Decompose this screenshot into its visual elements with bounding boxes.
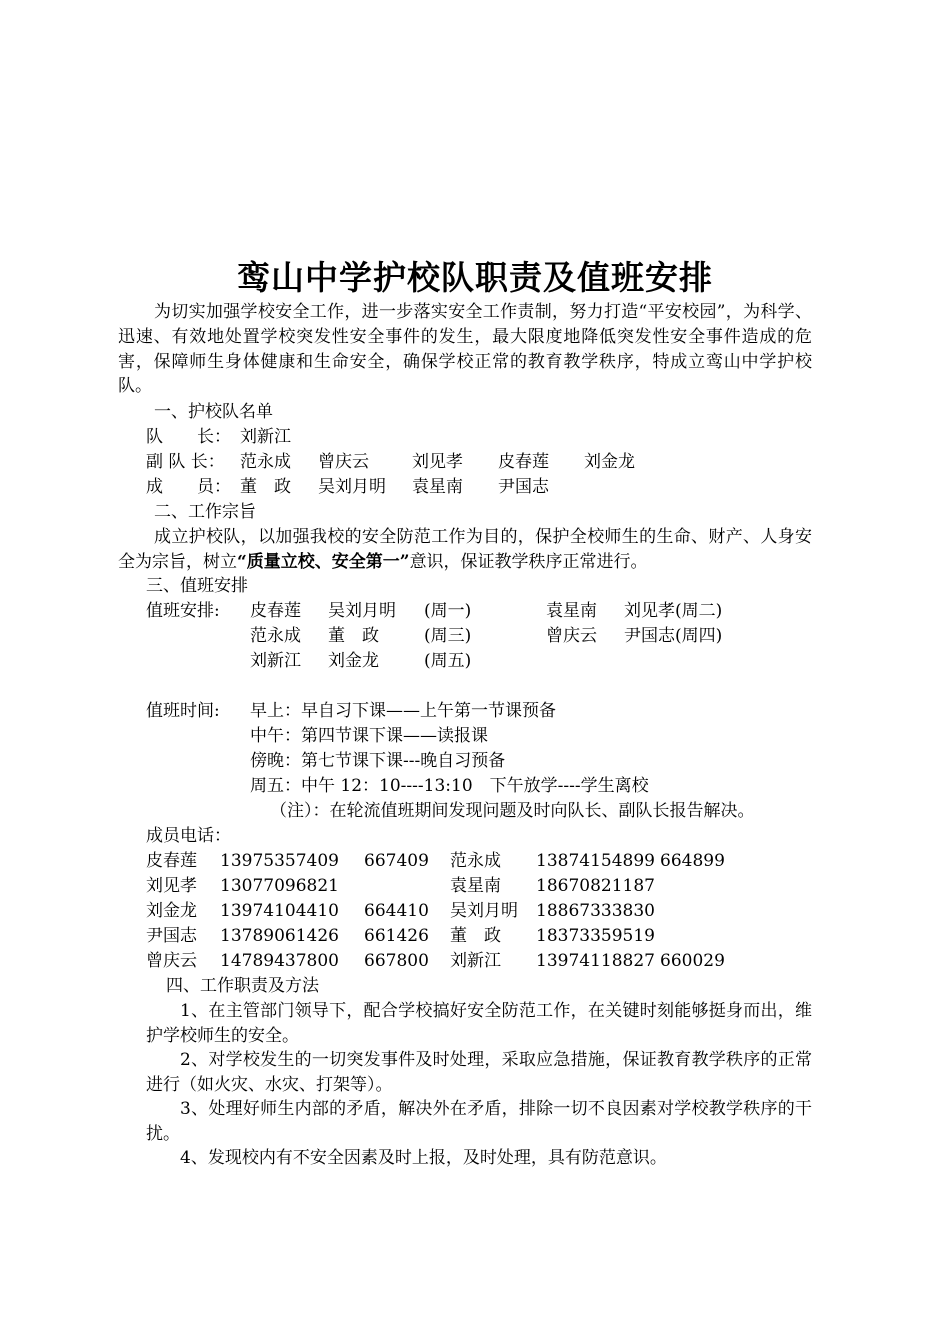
duty-day: (周一): [424, 601, 472, 621]
vice-captain-name: 范永成: [240, 452, 291, 472]
phone-number: 13077096821: [220, 876, 339, 896]
section2-text-end: 意识，保证教学秩序正常进行。: [409, 551, 648, 572]
section3-heading: 三、值班安排: [146, 576, 248, 596]
duty-name: 刘新江: [250, 651, 301, 671]
member-name: 尹国志: [498, 477, 549, 497]
phone-name: 皮春莲: [146, 851, 197, 871]
vice-captain-name: 皮春莲: [498, 452, 549, 472]
time-label: 值班时间:: [146, 701, 220, 721]
phone-short: 664899: [660, 851, 725, 871]
duty-item-text: 2、对学校发生的一切突发事件及时处理，采取应急措施，保证教育教学秩序的正常进行（如火灾、水灾、打架等）。: [146, 1050, 812, 1095]
duty-item-text: 1、在主管部门领导下，配合学校搞好安全防范工作，在关键时刻能够挺身而出，维护学校师生的安全。: [146, 1001, 812, 1046]
time-item: 傍晚：第七节课下课---晚自习预备: [250, 751, 506, 771]
phone-number: 13874154899: [536, 851, 655, 871]
vice-captain-name: 曾庆云: [318, 452, 369, 472]
section2-paragraph: [118, 525, 812, 575]
duty-name: 袁星南: [546, 601, 597, 621]
captain-name: 刘新江: [240, 427, 291, 447]
duty-item: [146, 1048, 812, 1098]
phone-name: 董 政: [450, 926, 501, 946]
phone-name: 刘金龙: [146, 901, 197, 921]
phone-short: 667800: [364, 951, 429, 971]
phone-number: 18670821187: [536, 876, 655, 896]
phone-number: 13974104410: [220, 901, 339, 921]
phone-name: 范永成: [450, 851, 501, 871]
phone-short: 660029: [660, 951, 725, 971]
phone-short: 664410: [364, 901, 429, 921]
duty-day: (周三): [424, 626, 472, 646]
page-title: 鸾山中学护校队职责及值班安排: [237, 258, 713, 297]
phone-number: 18373359519: [536, 926, 655, 946]
duty-name-day: 尹国志(周四): [624, 626, 723, 646]
duty-name: 皮春莲: [250, 601, 301, 621]
member-name: 董 政: [240, 477, 291, 497]
duty-item-text: 3、处理好师生内部的矛盾，解决外在矛盾，排除一切不良因素对学校教学秩序的干扰。: [146, 1099, 812, 1144]
duty-name: 范永成: [250, 626, 301, 646]
phone-name: 袁星南: [450, 876, 501, 896]
duty-label: 值班安排:: [146, 601, 220, 621]
member-label: 成 员：: [146, 477, 231, 497]
duty-day: (周五): [424, 651, 472, 671]
vice-captain-name: 刘见孝: [412, 452, 463, 472]
phone-number: 13789061426: [220, 926, 339, 946]
vice-captain-name: 刘金龙: [584, 452, 635, 472]
phone-name: 尹国志: [146, 926, 197, 946]
time-item: 周五：中午 12：10----13:10 下午放学----学生离校: [250, 776, 649, 796]
section4-heading: 四、工作职责及方法: [166, 976, 319, 996]
duty-item: [146, 999, 812, 1049]
section2-text: 成立护校队，以加强我校的安全防范工作为目的，保护全校师生的生命、财产、人身安全为宗旨，树立: [118, 527, 812, 572]
duty-item: [146, 1146, 812, 1171]
duty-note: （注）：在轮流值班期间发现问题及时向队长、副队长报告解决。: [270, 801, 755, 821]
duty-name: 吴刘月明: [328, 601, 396, 621]
duty-name: 刘金龙: [328, 651, 379, 671]
section2-slogan: “质量立校、安全第一”: [237, 551, 410, 572]
phone-label: 成员电话：: [146, 826, 231, 846]
phone-name: 刘新江: [450, 951, 501, 971]
duty-item: [146, 1097, 812, 1147]
duty-item-text: 4、发现校内有不安全因素及时上报，及时处理，具有防范意识。: [180, 1148, 667, 1168]
section1-heading: 一、护校队名单: [154, 402, 273, 422]
captain-label: 队 长：: [146, 427, 231, 447]
duty-name: 曾庆云: [546, 626, 597, 646]
phone-name: 刘见孝: [146, 876, 197, 896]
phone-short: 661426: [364, 926, 429, 946]
phone-number: 13974118827: [536, 951, 655, 971]
intro-paragraph: [118, 300, 812, 399]
intro-text: 为切实加强学校安全工作，进一步落实安全工作责制，努力打造“平安校园”，为科学、迅速、有效地处置学校突发性安全事件的发生，最大限度地降低突发性安全事件造成的危害，保障师生身体健康和生命安全，确保学校正常的教育教学秩序，特成立鸾山中学护校队。: [118, 302, 812, 397]
phone-number: 13975357409: [220, 851, 339, 871]
phone-number: 18867333830: [536, 901, 655, 921]
time-item: 早上：早自习下课——上午第一节课预备: [250, 701, 556, 721]
member-name: 吴刘月明: [318, 477, 386, 497]
vice-captain-label: 副 队 长：: [146, 452, 225, 472]
member-name: 袁星南: [412, 477, 463, 497]
duty-name-day: 刘见孝(周二): [624, 601, 723, 621]
phone-name: 曾庆云: [146, 951, 197, 971]
phone-short: 667409: [364, 851, 429, 871]
section2-heading: 二、工作宗旨: [154, 502, 256, 522]
phone-number: 14789437800: [220, 951, 339, 971]
duty-name: 董 政: [328, 626, 379, 646]
phone-name: 吴刘月明: [450, 901, 518, 921]
time-item: 中午：第四节课下课——读报课: [250, 726, 488, 746]
